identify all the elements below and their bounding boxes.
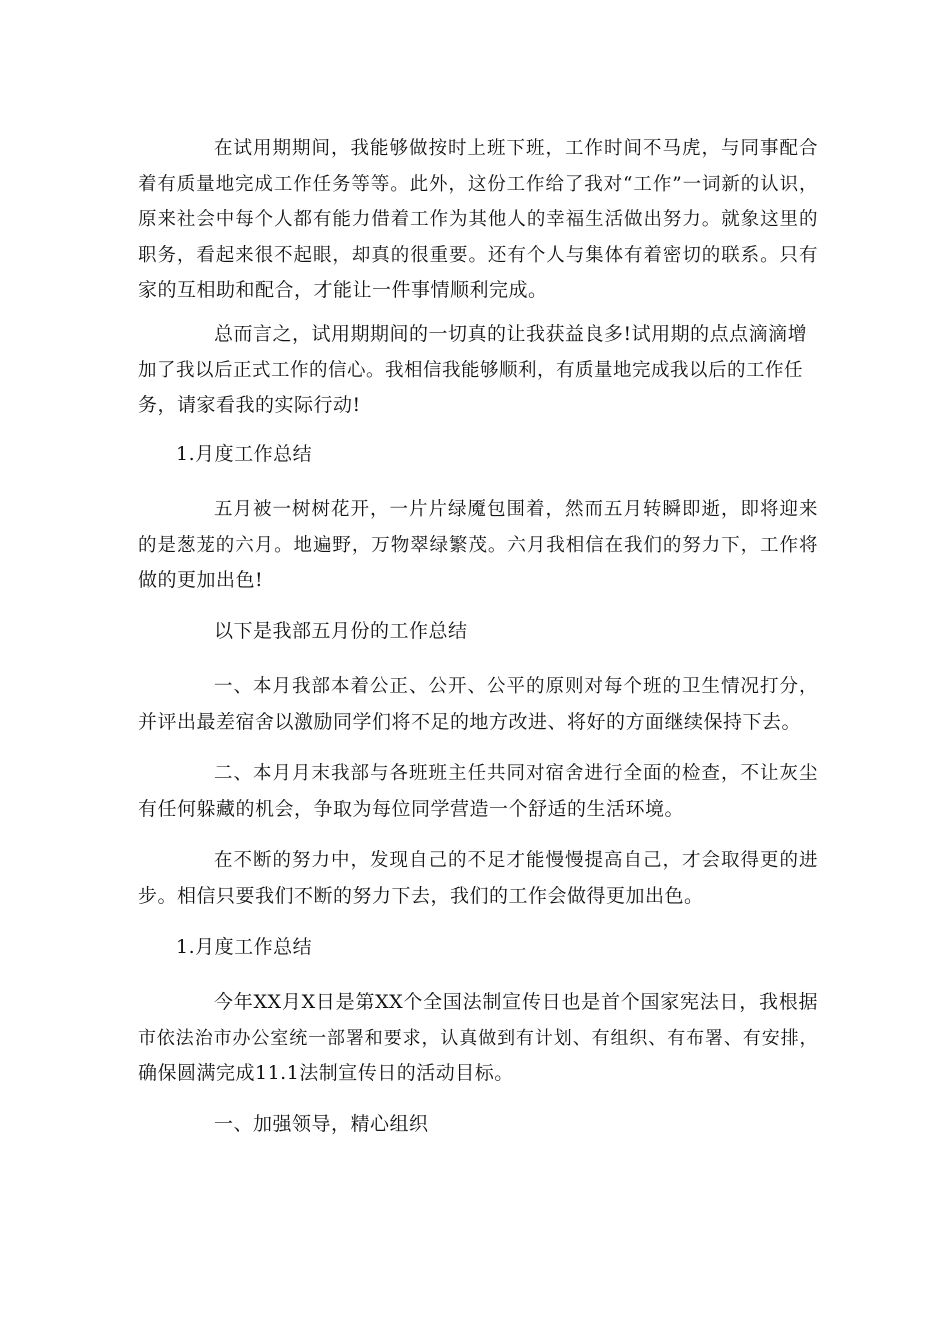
body-paragraph (138, 492, 818, 599)
body-paragraph (138, 131, 818, 309)
paragraph-line: 市依法治市办公室统一部署和要求，认真做到有计划、有组织、有布署、有安排， (138, 1027, 818, 1049)
body-paragraph (138, 317, 818, 424)
paragraph-line: 五月被一树树花开，一片片绿魇包围着，然而五月转瞬即逝，即将迎来 (214, 499, 818, 520)
paragraph-line: 有任何躲藏的机会，争取为每位同学营造一个舒适的生活环境。 (138, 797, 685, 820)
paragraph-line: 务，请家看我的实际行动! (138, 394, 361, 416)
paragraph-line: 原来社会中每个人都有能力借着工作为其他人的幸福生活做出努力。就象这里的 (138, 209, 818, 230)
paragraph-line: 家的互相助和配合，才能让一件事情顺利完成。 (138, 279, 548, 301)
body-paragraph (138, 614, 818, 650)
body-paragraph (138, 843, 818, 914)
paragraph-line: 步。相信只要我们不断的努力下去，我们的工作会做得更加出色。 (138, 884, 704, 907)
paragraph-line: 一、加强领导，精心组织 (214, 1113, 429, 1135)
section-heading (138, 930, 818, 966)
paragraph-line: 并评出最差宿舍以激励同学们将不足的地方改进、将好的方面继续保持下去。 (138, 710, 802, 733)
paragraph-line: 以下是我部五月份的工作总结 (214, 620, 468, 642)
paragraph-line: 一、本月我部本着公正、公开、公平的原则对每个班的卫生情况打分， (214, 676, 818, 697)
paragraph-line: 的是葱茏的六月。地遍野，万物翠绿繁茂。六月我相信在我们的努力下，工作将 (138, 534, 818, 556)
paragraph-line: 在试用期期间，我能够做按时上班下班，工作时间不马虎，与同事配合 (214, 138, 818, 159)
body-paragraph (138, 985, 818, 1092)
heading-line: 1.月度工作总结 (176, 443, 313, 465)
paragraph-line: 在不断的努力中，发现自己的不足才能慢慢提高自己，才会取得更的进 (214, 850, 818, 871)
body-paragraph (138, 756, 818, 827)
paragraph-line: 做的更加出色! (138, 569, 264, 591)
paragraph-line: 今年XX月X日是第XX个全国法制宣传日也是首个国家宪法日，我根据 (214, 991, 818, 1013)
paragraph-line: 职务，看起来很不起眼，却真的很重要。还有个人与集体有着密切的联系。只有 (138, 244, 818, 266)
body-paragraph (138, 669, 818, 740)
body-paragraph (138, 1107, 818, 1143)
paragraph-line: 二、本月月末我部与各班班主任共同对宿舍进行全面的检查，不让灰尘 (214, 763, 818, 784)
paragraph-line: 着有质量地完成工作任务等等。此外，这份工作给了我对“工作”一词新的认识， (138, 173, 818, 195)
paragraph-line: 加了我以后正式工作的信心。我相信我能够顺利，有质量地完成我以后的工作任 (138, 359, 804, 381)
paragraph-line: 总而言之，试用期期间的一切真的让我获益良多!试用期的点点滴滴增 (214, 323, 808, 345)
section-heading (138, 437, 818, 473)
heading-line: 1.月度工作总结 (176, 936, 313, 958)
paragraph-line: 确保圆满完成11.1法制宣传日的活动目标。 (138, 1062, 514, 1084)
